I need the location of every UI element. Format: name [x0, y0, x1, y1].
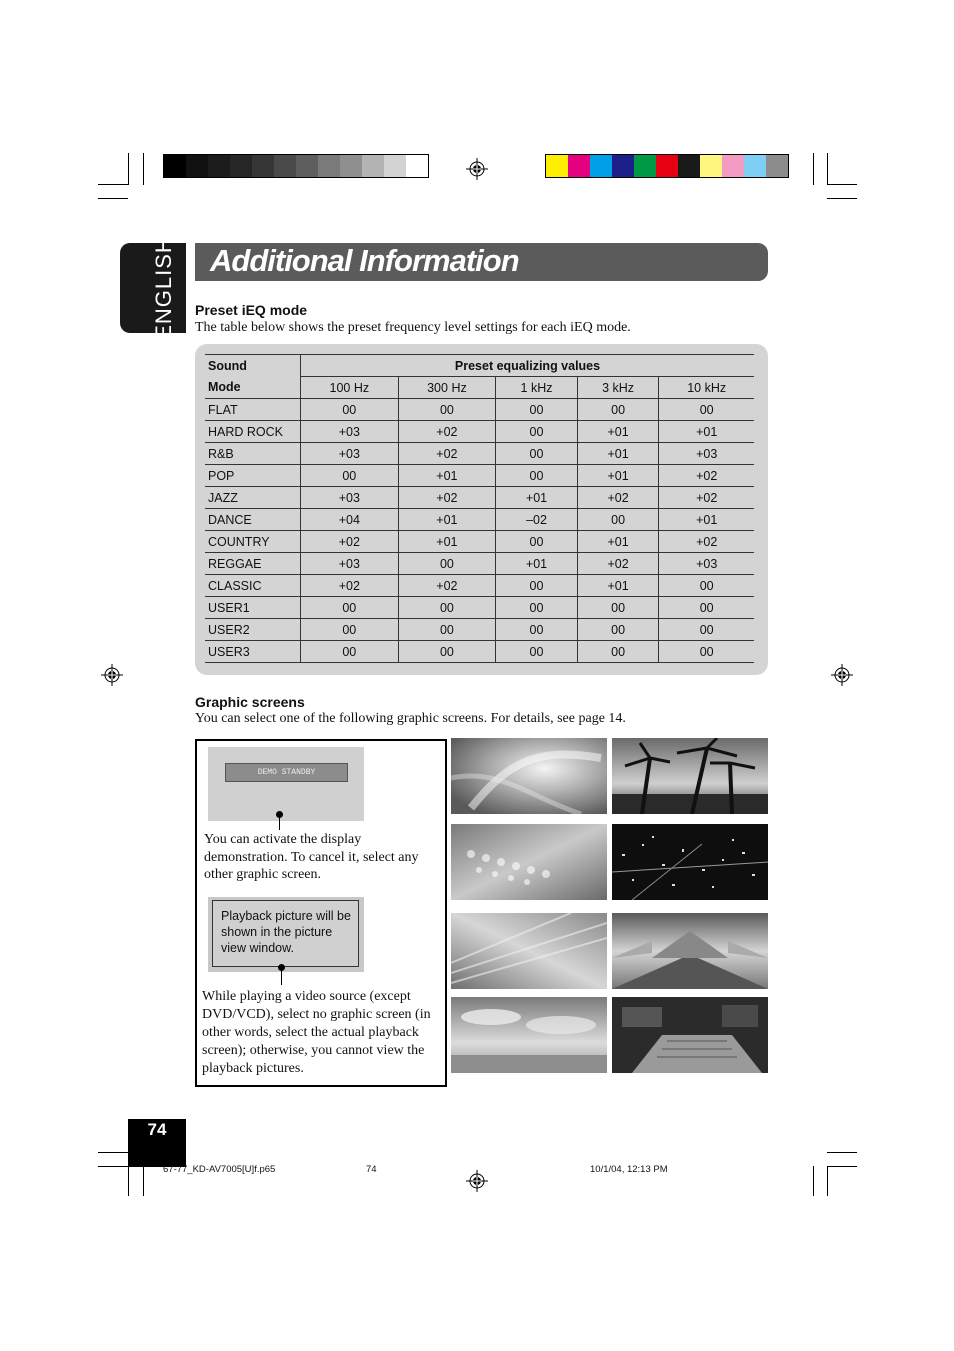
registration-mark-icon: [101, 664, 123, 686]
eq-value: +04: [301, 509, 399, 531]
eq-value: 00: [301, 641, 399, 663]
eq-value: 00: [398, 641, 496, 663]
eq-value: 00: [577, 641, 659, 663]
table-row: [205, 421, 754, 443]
eq-value: 00: [496, 597, 578, 619]
eq-value: 00: [398, 553, 496, 575]
eq-value: +01: [496, 553, 578, 575]
eq-value: 00: [577, 509, 659, 531]
eq-value: –02: [496, 509, 578, 531]
eq-value: 00: [301, 619, 399, 641]
graphic-heading: Graphic screens: [195, 694, 305, 710]
crop-mark: [98, 184, 128, 185]
crop-mark: [143, 1166, 144, 1196]
pointer-line: [281, 967, 282, 985]
light-streaks-photo: [451, 913, 607, 989]
demo-standby-label: DEMO STANDBY: [225, 763, 348, 782]
city-night-photo: [612, 824, 768, 900]
crop-mark: [813, 1166, 814, 1196]
eq-value: 00: [659, 641, 754, 663]
crop-mark: [827, 153, 828, 185]
crop-mark: [128, 1166, 129, 1196]
color-swatch: [722, 155, 744, 177]
table-row: [205, 487, 754, 509]
color-swatch: [744, 155, 766, 177]
mode-name: JAZZ: [205, 487, 301, 509]
color-swatch: [340, 155, 362, 177]
bokeh-lights-photo: [451, 824, 607, 900]
crop-mark: [827, 1166, 828, 1196]
mode-name: REGGAE: [205, 553, 301, 575]
color-swatch: [406, 155, 428, 177]
eq-value: +02: [577, 487, 659, 509]
eq-value: +01: [398, 465, 496, 487]
mode-name: R&B: [205, 443, 301, 465]
table-row: [205, 443, 754, 465]
preset-intro: The table below shows the preset frequency level settings for each iEQ mode.: [195, 320, 631, 335]
eq-value: 00: [496, 575, 578, 597]
mode-name: CLASSIC: [205, 575, 301, 597]
header-mode: Mode: [205, 377, 301, 399]
eq-value: +02: [659, 487, 754, 509]
crop-mark: [98, 1166, 128, 1167]
crop-mark: [827, 1166, 857, 1167]
eq-value: 00: [398, 619, 496, 641]
mode-name: COUNTRY: [205, 531, 301, 553]
demo-description: You can activate the display demonstration. To cancel it, select any other graphic screen.: [204, 832, 419, 882]
eq-value: 00: [659, 619, 754, 641]
clouds-sky-photo: [451, 997, 607, 1073]
eq-value: 00: [577, 619, 659, 641]
eq-value: +03: [301, 553, 399, 575]
freq-header: 100 Hz: [301, 377, 399, 399]
table-row: [205, 619, 754, 641]
color-swatch: [252, 155, 274, 177]
eq-value: +01: [659, 421, 754, 443]
eq-value: +02: [301, 531, 399, 553]
eq-value: 00: [496, 399, 578, 421]
mode-name: POP: [205, 465, 301, 487]
color-swatch: [186, 155, 208, 177]
color-swatch: [766, 155, 788, 177]
eq-value: 00: [659, 597, 754, 619]
eq-value: +02: [659, 531, 754, 553]
table-row: [205, 399, 754, 421]
table-row: [205, 531, 754, 553]
color-swatch: [678, 155, 700, 177]
color-swatch: [296, 155, 318, 177]
eq-value: 00: [496, 443, 578, 465]
studio-console-photo: [612, 997, 768, 1073]
mountain-road-photo: [612, 913, 768, 989]
registration-mark-icon: [466, 1170, 488, 1192]
eq-value: +02: [577, 553, 659, 575]
crop-mark: [98, 198, 128, 199]
crop-mark: [827, 1152, 857, 1153]
eq-value: +01: [398, 509, 496, 531]
playback-description: While playing a video source (except DVD/VCD), select no graphic screen (in other words, select the actual playback screen); otherwise, you cannot view the playback pictures.: [202, 989, 431, 1076]
eq-value: +03: [659, 553, 754, 575]
header-preset-values: Preset equalizing values: [301, 355, 755, 377]
color-swatch: [274, 155, 296, 177]
footer-page: 74: [366, 1164, 377, 1175]
eq-value: 00: [301, 597, 399, 619]
mode-name: DANCE: [205, 509, 301, 531]
abstract-light-photo: [451, 738, 607, 814]
eq-value: +01: [398, 531, 496, 553]
crop-mark: [98, 1152, 128, 1153]
mode-name: HARD ROCK: [205, 421, 301, 443]
playback-label: Playback picture will be shown in the picture view window.: [212, 900, 359, 967]
eq-value: 00: [496, 641, 578, 663]
eq-value: +03: [301, 421, 399, 443]
mode-name: FLAT: [205, 399, 301, 421]
color-bar: [545, 154, 789, 178]
eq-value: 00: [496, 421, 578, 443]
color-swatch: [362, 155, 384, 177]
footer-timestamp: 10/1/04, 12:13 PM: [590, 1164, 668, 1175]
eq-value: +03: [301, 487, 399, 509]
eq-value: 00: [496, 619, 578, 641]
eq-value: +03: [301, 443, 399, 465]
eq-value: +01: [577, 443, 659, 465]
eq-value: +01: [577, 465, 659, 487]
freq-header: 10 kHz: [659, 377, 754, 399]
table-row: [205, 553, 754, 575]
eq-value: 00: [301, 399, 399, 421]
eq-value: +01: [659, 509, 754, 531]
color-swatch: [318, 155, 340, 177]
palm-trees-photo: [612, 738, 768, 814]
eq-table: [205, 354, 754, 663]
table-row: [205, 641, 754, 663]
mode-name: USER2: [205, 619, 301, 641]
color-swatch: [230, 155, 252, 177]
eq-value: 00: [398, 597, 496, 619]
eq-value: +03: [659, 443, 754, 465]
pointer-line: [279, 814, 280, 830]
page-title: Additional Information: [210, 243, 519, 278]
eq-value: +02: [398, 575, 496, 597]
eq-value: 00: [496, 465, 578, 487]
color-swatch: [634, 155, 656, 177]
freq-header: 3 kHz: [577, 377, 659, 399]
page-number: 74: [147, 1120, 167, 1139]
eq-value: +01: [496, 487, 578, 509]
mode-name: USER1: [205, 597, 301, 619]
color-swatch: [700, 155, 722, 177]
registration-mark-icon: [831, 664, 853, 686]
freq-header: 300 Hz: [398, 377, 496, 399]
eq-value: +02: [398, 421, 496, 443]
eq-value: +01: [577, 531, 659, 553]
eq-value: +01: [577, 575, 659, 597]
crop-mark: [813, 153, 814, 185]
graphic-intro: You can select one of the following graphic screens. For details, see page 14.: [195, 711, 626, 726]
color-swatch: [568, 155, 590, 177]
preset-heading: Preset iEQ mode: [195, 302, 308, 318]
color-swatch: [590, 155, 612, 177]
crop-mark: [827, 184, 857, 185]
color-swatch: [384, 155, 406, 177]
table-row: [205, 509, 754, 531]
eq-value: 00: [659, 399, 754, 421]
crop-mark: [143, 153, 144, 185]
mode-name: USER3: [205, 641, 301, 663]
color-swatch: [612, 155, 634, 177]
eq-value: 00: [659, 575, 754, 597]
language-label: ENGLISH: [151, 236, 176, 340]
eq-value: +02: [398, 487, 496, 509]
color-swatch: [164, 155, 186, 177]
registration-mark-icon: [466, 158, 488, 180]
table-row: [205, 575, 754, 597]
eq-value: 00: [577, 597, 659, 619]
color-swatch: [546, 155, 568, 177]
crop-mark: [827, 198, 857, 199]
table-row: [205, 465, 754, 487]
eq-value: +02: [301, 575, 399, 597]
color-swatch: [208, 155, 230, 177]
footer-file: 67-77_KD-AV7005[U]f.p65: [163, 1164, 276, 1175]
grayscale-bar: [163, 154, 429, 178]
eq-value: +01: [577, 421, 659, 443]
eq-value: 00: [496, 531, 578, 553]
color-swatch: [656, 155, 678, 177]
eq-value: +02: [398, 443, 496, 465]
crop-mark: [128, 153, 129, 185]
eq-value: 00: [398, 399, 496, 421]
eq-value: +02: [659, 465, 754, 487]
demo-screen: [208, 747, 364, 821]
freq-header: 1 kHz: [496, 377, 578, 399]
header-sound: Sound: [205, 355, 301, 377]
table-row: [205, 597, 754, 619]
eq-value: 00: [301, 465, 399, 487]
eq-value: 00: [577, 399, 659, 421]
